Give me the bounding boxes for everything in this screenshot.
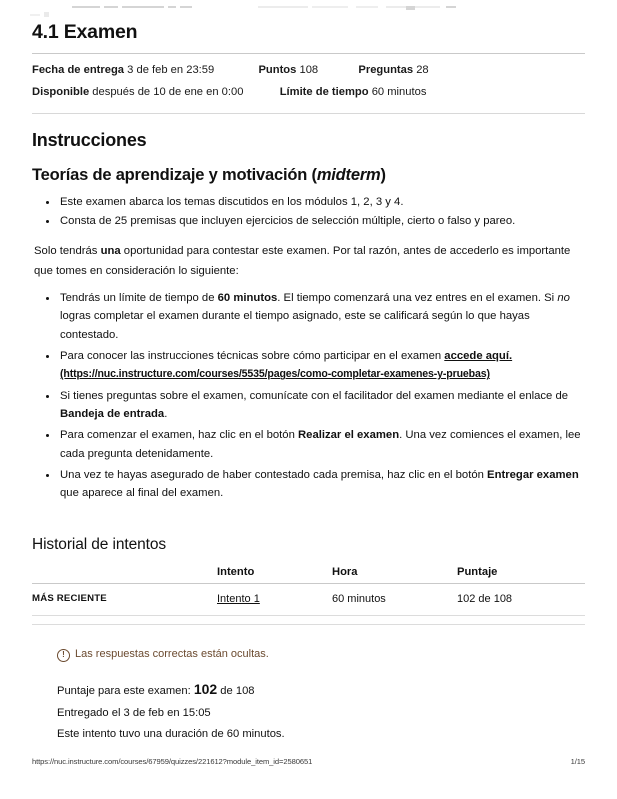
instructions-heading: Instrucciones [32,129,147,150]
points-value: 108 [299,64,319,76]
score-suffix: de 108 [217,684,255,697]
paragraph-part-2: oportunidad para contestar este examen. Por tal razón, antes de accederlo es importante que tomes en consideración lo siguiente: [34,245,571,277]
access-here-link[interactable]: accede aquí. [444,350,513,363]
bullet5-part-2: que aparece al final del examen. [60,487,224,500]
table-row [32,584,585,616]
bullet3-part-1: Si tienes preguntas sobre el examen, comunícate con el facilitador del examen mediante el enlace de [60,389,569,402]
row-score-cell: 102 de 108 [457,584,585,616]
questions-label: Preguntas [358,64,414,76]
bullet4-part-2: . Una vez comiences el examen, lee cada pregunta detenidamente. [60,429,581,460]
footer-url: https://nuc.instructure.com/courses/67959/quizzes/221612?module_item_id=2580651 [32,757,313,766]
bullet4-part-1: Para comenzar el examen, haz clic en el botón [60,429,298,442]
attempt-history-title: Historial de intentos [32,536,167,554]
access-here-url[interactable]: (https://nuc.instructure.com/courses/5535/pages/como-completar-examenes-y-pruebas) [60,368,490,381]
attempt-history-table [32,566,585,616]
paragraph-part-1: Solo tendrás [34,245,101,258]
footer-page-number: 1/15 [570,757,585,766]
column-header-score: Puntaje [457,566,585,584]
bullet3-bold: Bandeja de entrada [60,407,165,420]
bullet1-part-1: Tendrás un límite de tiempo de [60,292,218,305]
page-title: 4.1 Examen [32,21,138,43]
subheading-text: Teorías de aprendizaje y motivación ( [32,165,317,184]
score-prefix: Puntaje para este examen: [57,684,194,697]
subheading-close: ) [380,165,386,184]
table-bottom-divider [32,624,585,625]
submitted-line: Entregado el 3 de feb en 15:05 [57,706,211,719]
correct-answers-hidden-notice [57,647,585,662]
list-item [58,387,585,424]
score-value: 102 [193,680,218,697]
time-limit-value: 60 minutos [371,85,427,98]
list-item: • Este examen abarca los temas discutidos en los módulos 1, 2, 3 y 4. [58,193,585,211]
row-kept-label: MÁS RECIENTE [32,584,217,616]
available-value: después de 10 de ene en 0:00 [92,85,244,98]
list-item: • Consta de 25 premisas que incluyen ejercicios de selección múltiple, cierto o falso y pareo. [58,212,585,230]
detail-bullet-list [32,289,585,502]
due-date-label: Fecha de entrega [32,64,125,76]
quiz-meta [32,54,585,104]
list-item [58,289,585,344]
attempt-link[interactable]: Intento 1 [217,593,260,606]
bullet2-part-1: Para conocer las instrucciones técnicas sobre cómo participar en el examen [60,350,445,363]
due-date-value: 3 de feb en 23:59 [127,64,215,76]
bullet5-bold: Entregar examen [487,468,579,481]
column-header-time: Hora [332,566,457,584]
bullet3-part-2: . [164,407,168,420]
bullet5-part-1: Una vez te hayas asegurado de haber contestado cada premisa, haz clic en el botón [60,468,488,481]
duration-line: Este intento tuvo una duración de 60 minutos. [57,728,285,741]
bullet1-bold: 60 minutos [217,292,278,305]
meta-divider [32,113,585,114]
bullet1-part-2: . El tiempo comenzará una vez entres en el examen. Si [277,292,558,305]
score-details [57,676,585,746]
row-attempt-cell [217,584,332,616]
bullet4-bold: Realizar el examen [298,429,400,442]
bullet1-italic: no [557,292,570,305]
intro-bullet-list [32,193,585,231]
score-line [57,676,585,703]
page-footer [32,757,585,766]
column-header-blank [32,566,217,584]
result-summary [32,647,585,745]
quiz-meta-row-2 [32,82,585,104]
column-header-attempt: Intento [217,566,332,584]
quiz-meta-row-1 [32,60,585,82]
list-item [58,466,585,503]
time-limit-label: Límite de tiempo [279,85,369,98]
row-time-cell: 60 minutos [332,584,457,616]
table-header-row [32,566,585,584]
points-label: Puntos [258,64,297,76]
list-item [58,426,585,463]
bullet1-part-3: logras completar el examen durante el tiempo asignado, este se calificará según lo que hayas contestado. [60,310,530,341]
instructions-paragraph [32,242,585,281]
questions-value: 28 [416,64,429,76]
subheading-italic: midterm [316,165,381,184]
exclamation-circle-icon: ! [57,649,70,662]
paragraph-bold: una [100,245,121,258]
instructions-subheading [32,166,585,185]
notice-text: Las respuestas correctas están ocultas. [75,648,269,661]
list-item [58,347,585,384]
available-label: Disponible [32,85,90,98]
